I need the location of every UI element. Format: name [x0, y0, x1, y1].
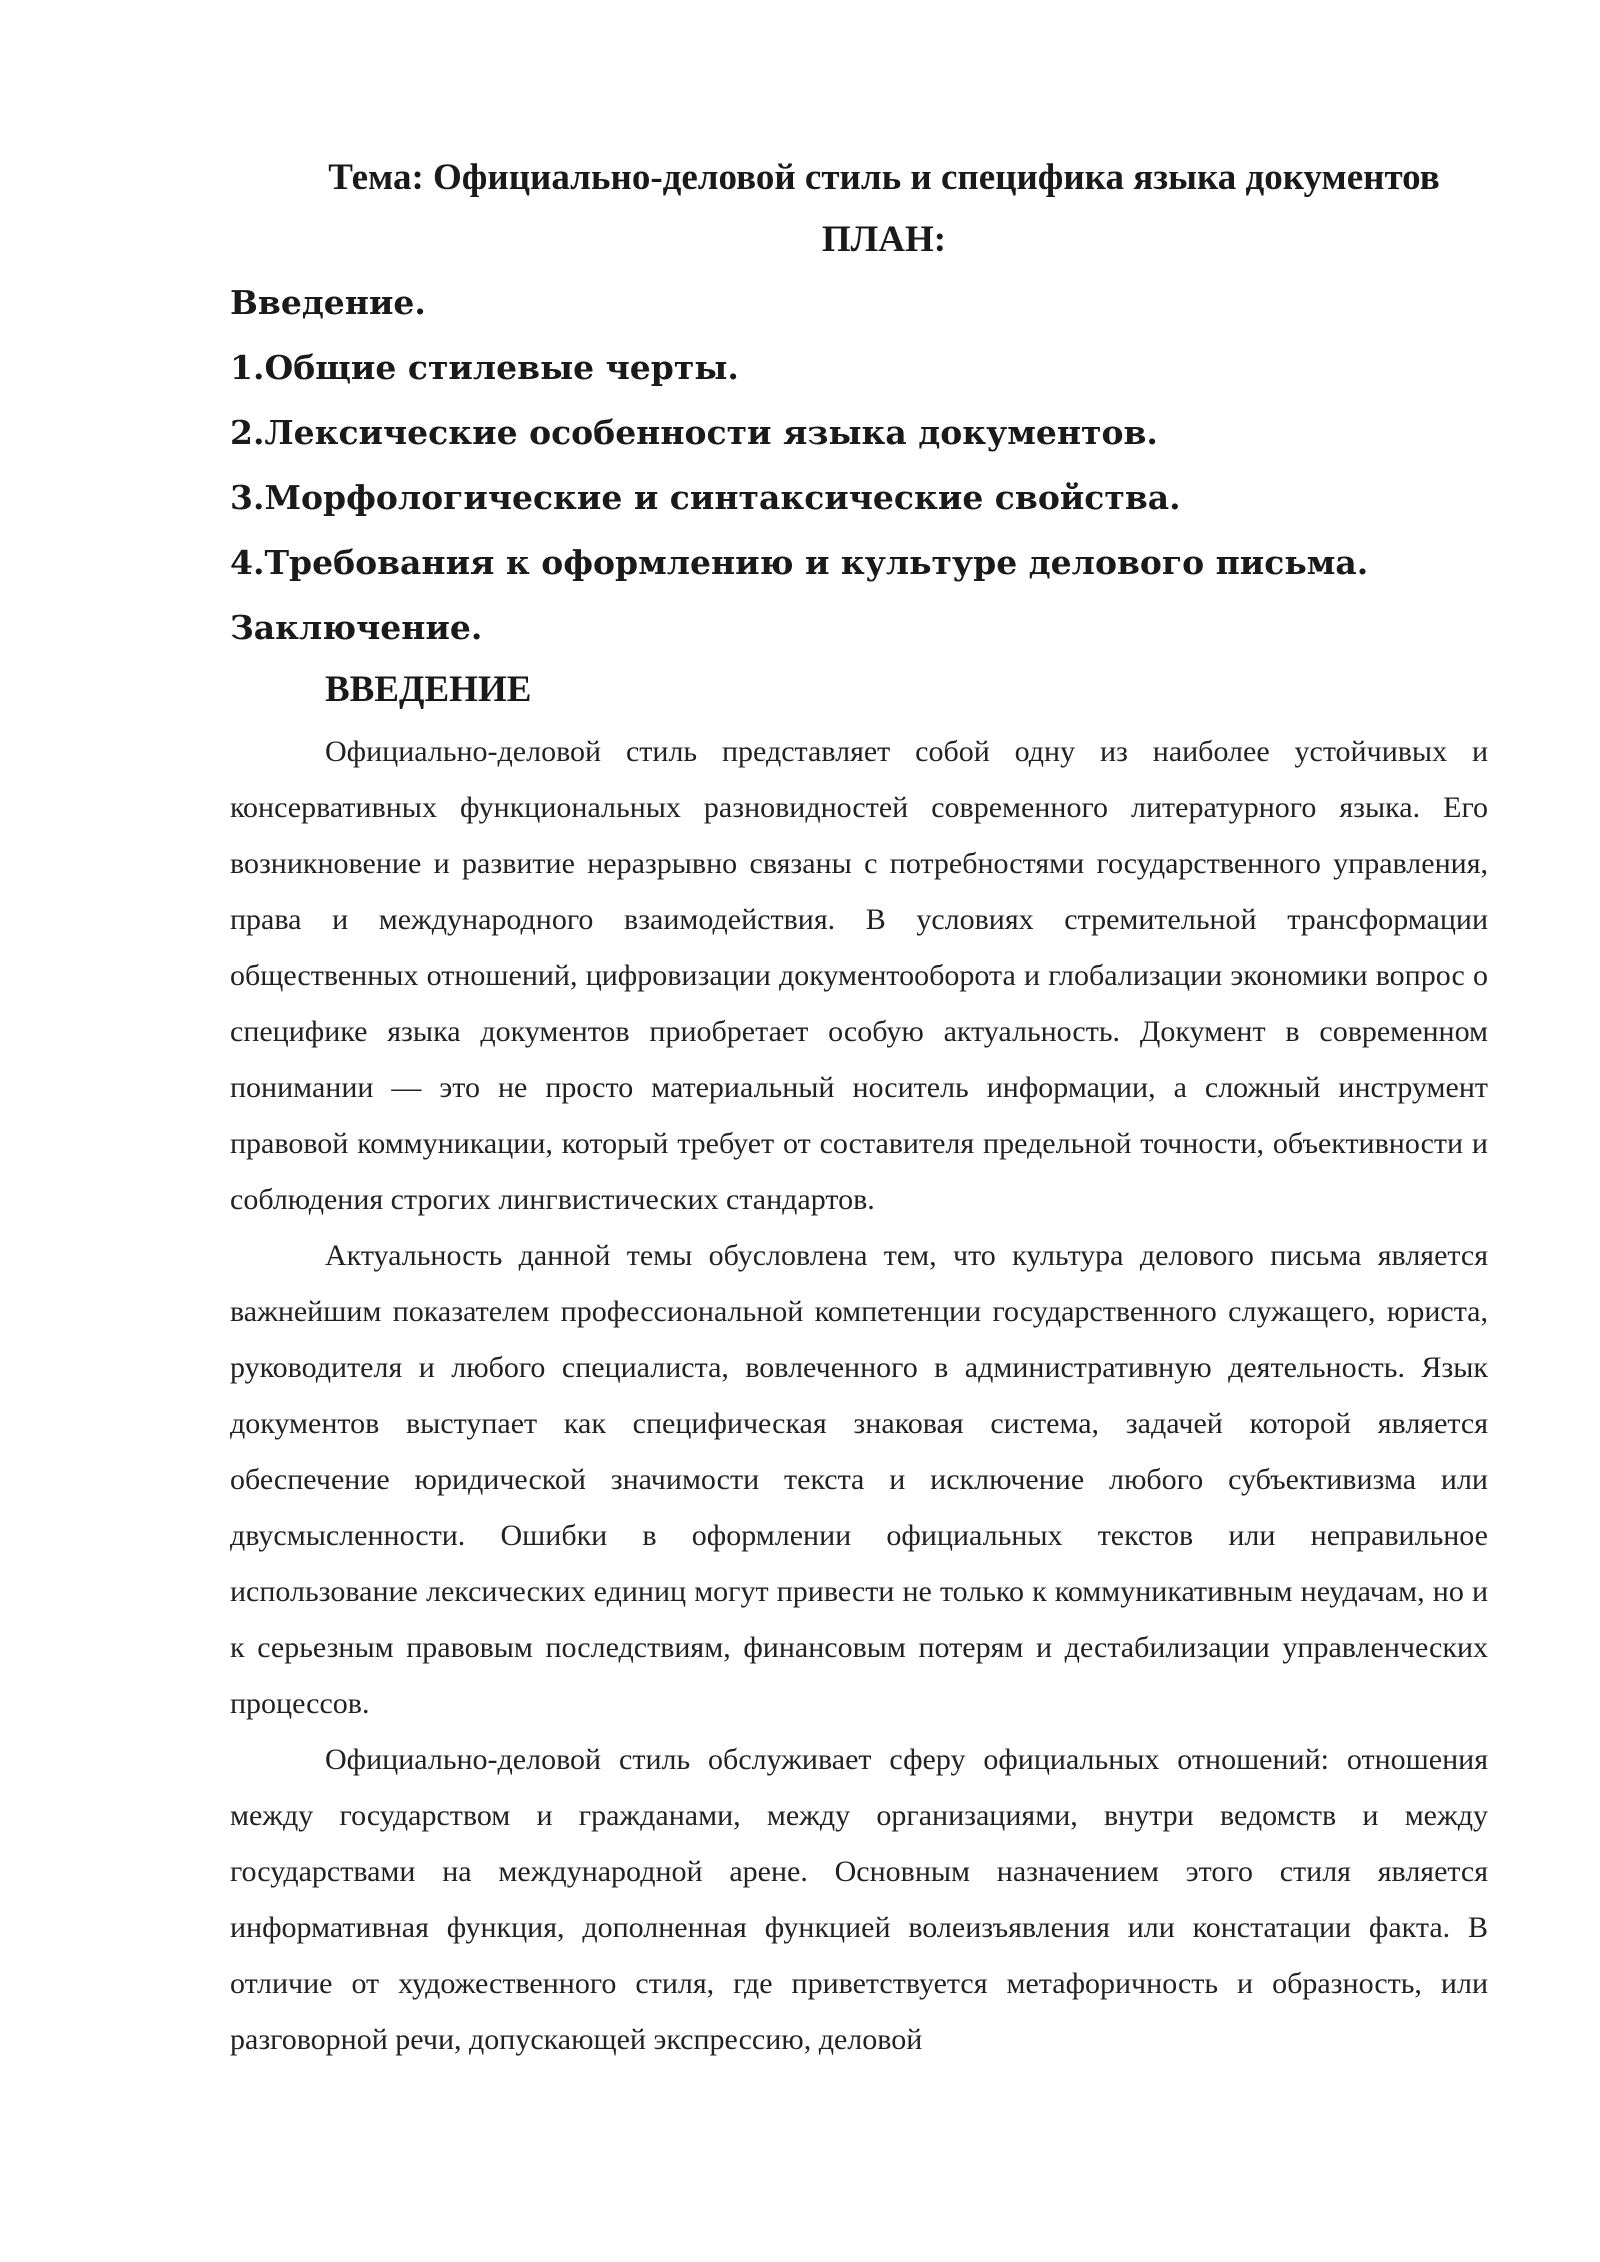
plan-item-4: 4.Требования к оформлению и культуре делового письма.: [230, 543, 1369, 582]
paragraph-3: Официально-деловой стиль обслуживает сферу официальных отношений: отношения между государством и гражданами, между организациями, внутри ведомств и между государствами на международной арене. Основным назначением этого стиля является информативная функция, дополненная функцией волеизъявления или констатации факта. В отличие от художественного стиля, где приветствуется метафоричность и образность, или разговорной речи, допускающей экспрессию, деловой: [230, 1743, 1488, 2056]
plan-list: [230, 270, 1488, 660]
section-heading-introduction: ВВЕДЕНИЕ: [325, 669, 532, 710]
plan-item-3: 3.Морфологические и синтаксические свойства.: [230, 478, 1181, 517]
document-title: Тема: Официально-деловой стиль и специфика языка документов: [328, 157, 1440, 198]
plan-item-conclusion: Заключение.: [230, 608, 483, 647]
paragraph-1: Официально-деловой стиль представляет собой одну из наиболее устойчивых и консервативных функциональных разновидностей современного литературного языка. Его возникновение и развитие неразрывно связаны с потребностями государственного управления, права и международного взаимодействия. В условиях стремительной трансформации общественных отношений, цифровизации документооборота и глобализации экономики вопрос о специфике языка документов приобретает особую актуальность. Документ в современном понимании — это не просто материальный носитель информации, а сложный инструмент правовой коммуникации, который требует от составителя предельной точности, объективности и соблюдения строгих лингвистических стандартов.: [230, 735, 1488, 1216]
plan-item-2: 2.Лексические особенности языка документов.: [230, 413, 1158, 452]
paragraph-2: Актуальность данной темы обусловлена тем, что культура делового письма является важнейшим показателем профессиональной компетенции государственного служащего, юриста, руководителя и любого специалиста, вовлеченного в административную деятельность. Язык документов выступает как специфическая знаковая система, задачей которой является обеспечение юридической значимости текста и исключение любого субъективизма или двусмысленности. Ошибки в оформлении официальных текстов или неправильное использование лексических единиц могут привести не только к коммуникативным неудачам, но и к серьезным правовым последствиям, финансовым потерям и дестабилизации управленческих процессов.: [230, 1239, 1488, 1720]
document-body: [230, 150, 1488, 2068]
plan-heading: ПЛАН:: [821, 219, 947, 260]
plan-item-1: 1.Общие стилевые черты.: [230, 348, 739, 387]
plan-item-introduction: Введение.: [230, 283, 426, 322]
